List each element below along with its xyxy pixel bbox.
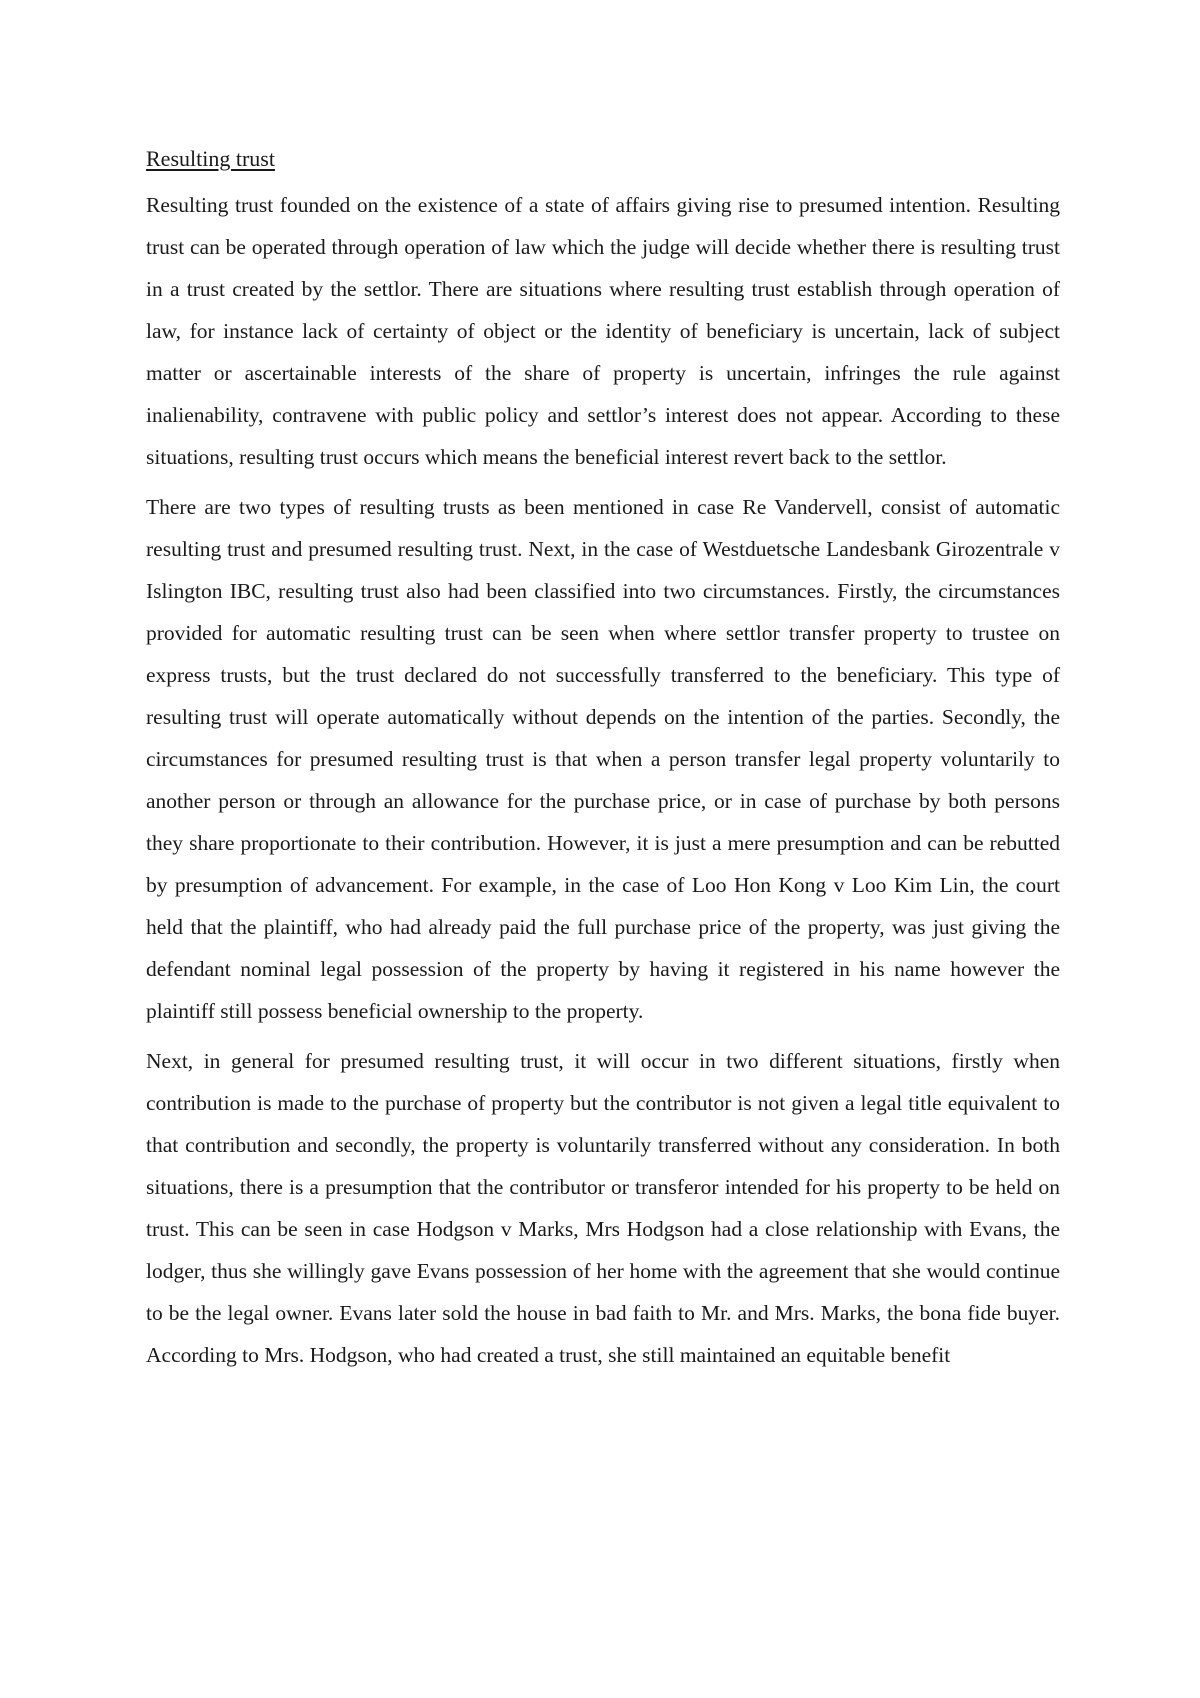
paragraph-1: Resulting trust founded on the existence of a state of affairs giving rise to presumed intention. Resulting trust can be operated through operation of law which the judge will decide whether there is resulting trust in a trust created by the settlor. There are situations where resulting trust establish through operation of law, for instance lack of certainty of object or the identity of beneficiary is uncertain, lack of subject matter or ascertainable interests of the share of property is uncertain, infringes the rule against inalienability, contravene with public policy and settlor’s interest does not appear. According to these situations, resulting trust occurs which means the beneficial interest revert back to the settlor.: [146, 193, 1060, 469]
paragraph-3: Next, in general for presumed resulting trust, it will occur in two different situations, firstly when contribution is made to the purchase of property but the contributor is not given a legal title equivalent to that contribution and secondly, the property is voluntarily transferred without any consideration. In both situations, there is a presumption that the contributor or transferor intended for his property to be held on trust. This can be seen in case Hodgson v Marks, Mrs Hodgson had a close relationship with Evans, the lodger, thus she willingly gave Evans possession of her home with the agreement that she would continue to be the legal owner. Evans later sold the house in bad faith to Mr. and Mrs. Marks, the bona fide buyer. According to Mrs. Hodgson, who had created a trust, she still maintained an equitable benefit: [146, 1049, 1060, 1367]
section-heading: Resulting trust: [146, 146, 275, 171]
paragraph-2: There are two types of resulting trusts as been mentioned in case Re Vandervell, consist of automatic resulting trust and presumed resulting trust. Next, in the case of Westduetsche Landesbank Girozentrale v Islington IBC, resulting trust also had been classified into two circumstances. Firstly, the circumstances provided for automatic resulting trust can be seen when where settlor transfer property to trustee on express trusts, but the trust declared do not successfully transferred to the beneficiary. This type of resulting trust will operate automatically without depends on the intention of the parties. Secondly, the circumstances for presumed resulting trust is that when a person transfer legal property voluntarily to another person or through an allowance for the purchase price, or in case of purchase by both persons they share proportionate to their contribution. However, it is just a mere presumption and can be rebutted by presumption of advancement. For example, in the case of Loo Hon Kong v Loo Kim Lin, the court held that the plaintiff, who had already paid the full purchase price of the property, was just giving the defendant nominal legal possession of the property by having it registered in his name however the plaintiff still possess beneficial ownership to the property.: [146, 495, 1060, 1023]
document-page: [146, 144, 1060, 1384]
